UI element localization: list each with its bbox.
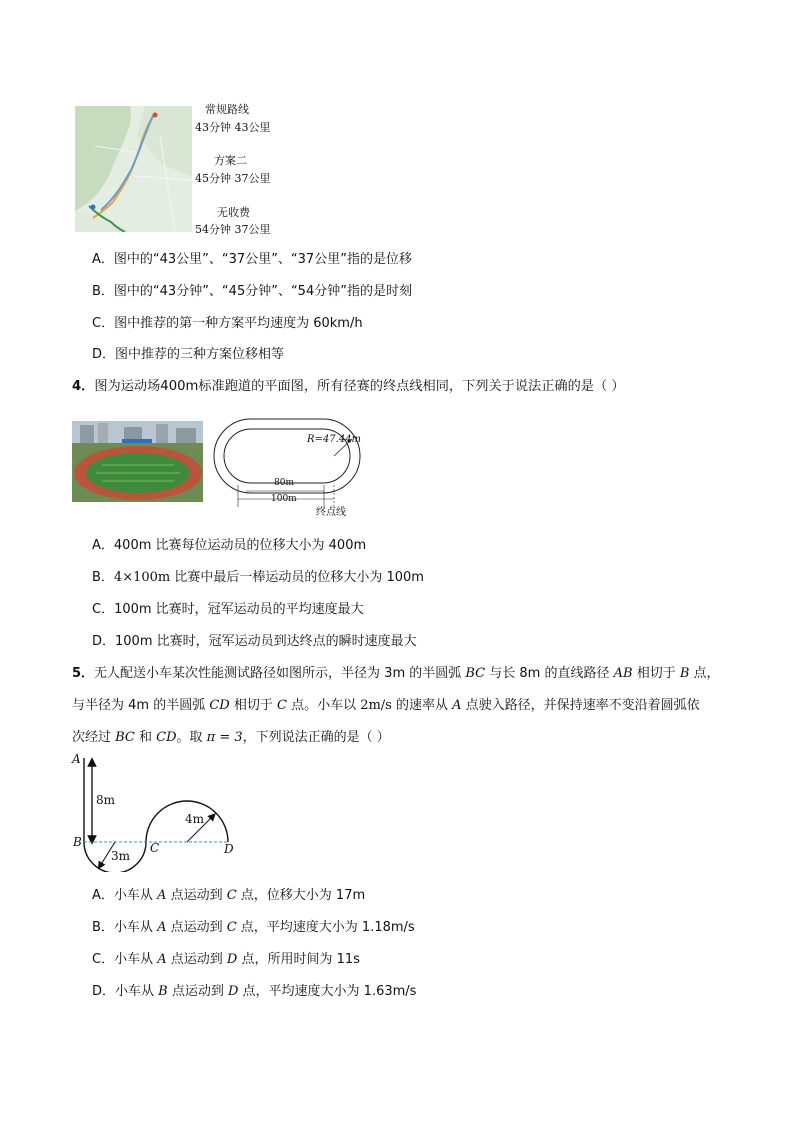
option-letter: C． [92,602,115,617]
q3-option-c[interactable] [92,316,363,332]
option-letter: C． [92,316,115,331]
point: A [157,888,167,903]
q5-stem-line-1 [72,666,720,682]
q3-option-d[interactable] [92,347,284,363]
q5-option-b[interactable] [92,920,415,936]
stadium-photo [72,421,203,502]
question-text: 图为运动场400m标准跑道的平面图，所有径赛的终点线相同，下列关于说法正确的是（ ） [94,379,625,394]
option-letter: C． [92,952,115,967]
question-number: 4． [72,379,95,394]
arc-cd: CD [209,698,230,713]
segment-ab: AB [613,666,633,681]
text: 点，平均速度大小为 1.18m/s [236,920,415,935]
route-name-2: 方案二 [214,154,247,167]
point-b-label: B [73,835,82,849]
text: 点，位移大小为 17m [236,888,366,903]
q5-stem-line-2 [72,698,700,714]
text: 小车从 [113,888,158,903]
q4-option-a[interactable] [92,538,366,554]
option-letter: D． [92,984,116,999]
text: 小车从 [114,952,158,967]
text: 点。小车以 [286,698,361,713]
text: 点，平均速度大小为 1.63m/s [238,984,417,999]
text: 次经过 [72,730,116,745]
text: 。取 [176,730,207,745]
option-text: 100m 比赛时，冠军运动员到达终点的瞬时速度最大 [115,634,417,649]
q4-stem [72,379,625,395]
q3-option-b[interactable] [92,284,412,300]
text: 小车从 [113,920,158,935]
point-a: A [452,698,462,713]
point: A [157,920,167,935]
route-name-1: 常规路线 [205,103,249,116]
q5-option-d[interactable] [92,984,416,1000]
text: 无人配送小车某次性能测试路径如图所示，半径为 3m 的半圆弧 [94,666,466,681]
route-name-3: 无收费 [217,206,250,219]
arc-bc: BC [465,666,486,681]
point: C [226,888,237,903]
option-letter: A． [92,252,114,267]
option-letter: B． [92,570,114,585]
text: 点运动到 [166,920,227,935]
q4-option-c[interactable] [92,602,364,618]
route-info-2: 45分钟 37公里 [195,172,271,185]
option-text: 400m 比赛每位运动员的位移大小为 400m [113,538,367,553]
option-letter: D． [92,347,116,362]
option-formula: 4×100m [113,570,171,585]
map-figure [75,103,275,236]
text: 小车从 [115,984,159,999]
route-map-image [75,106,192,232]
q4-option-d[interactable] [92,634,417,650]
option-letter: D． [92,634,116,649]
text: 与半径为 4m 的半圆弧 [72,698,210,713]
text: 点驶入路径，并保持速率不变沿着圆弧依 [461,698,700,713]
point: C [226,920,237,935]
option-text: 比赛中最后一棒运动员的位移大小为 100m [170,570,424,585]
q3-option-a[interactable] [92,252,412,268]
text: 的速率从 [391,698,453,713]
point: D [226,952,238,967]
point-a-label: A [72,752,81,766]
track-inner-length-label: 80m [274,478,294,488]
option-letter: B． [92,284,114,299]
text: 和 [134,730,157,745]
q5-stem-line-3 [72,730,390,746]
text: 点， [689,666,720,681]
option-letter: B． [92,920,114,935]
option-text: 图中的“43公里”、“37公里”、“37公里”指的是位移 [113,252,412,267]
point-c: C [276,698,287,713]
point: D [227,984,239,999]
point-c-label: C [150,841,160,855]
arc-bc: BC [115,730,135,745]
option-text: 图中推荐的三种方案位移相等 [115,347,285,362]
option-letter: A． [92,538,114,553]
option-text: 图中推荐的第一种方案平均速度为 60km/h [114,316,363,331]
text: ，下列说法正确的是（ ） [242,730,390,745]
point-d-label: D [224,842,234,856]
option-letter: A． [92,888,114,903]
finish-line-label: 终点线 [316,507,346,518]
q4-option-b[interactable] [92,570,424,586]
q5-option-c[interactable] [92,952,360,968]
text: 相切于 [632,666,680,681]
text: 点，所用时间为 11s [237,952,360,967]
point: A [157,952,167,967]
q5-option-a[interactable] [92,888,365,904]
point: B [158,984,168,999]
route-info-1: 43分钟 43公里 [195,121,271,134]
text: 点运动到 [166,888,227,903]
arc-cd: CD [156,730,177,745]
pi-value: π = 3 [206,730,243,745]
question-number: 5． [72,666,95,681]
point-b: B [679,666,690,681]
option-text: 图中的“43分钟”、“45分钟”、“54分钟”指的是时刻 [113,284,412,299]
speed-value: 2m/s [360,698,392,713]
text: 相切于 [229,698,277,713]
text: 点运动到 [166,952,227,967]
small-radius-label: 3m [111,849,131,863]
option-text: 100m 比赛时，冠军运动员的平均速度最大 [114,602,364,617]
ab-length-label: 8m [96,793,116,807]
text: 与长 8m 的直线路径 [485,666,614,681]
track-outer-length-label: 100m [271,494,297,504]
text: 点运动到 [167,984,228,999]
large-radius-label: 4m [185,812,205,826]
route-info-3: 54分钟 37公里 [195,223,271,236]
track-radius-label: R=47.44m [307,434,362,445]
